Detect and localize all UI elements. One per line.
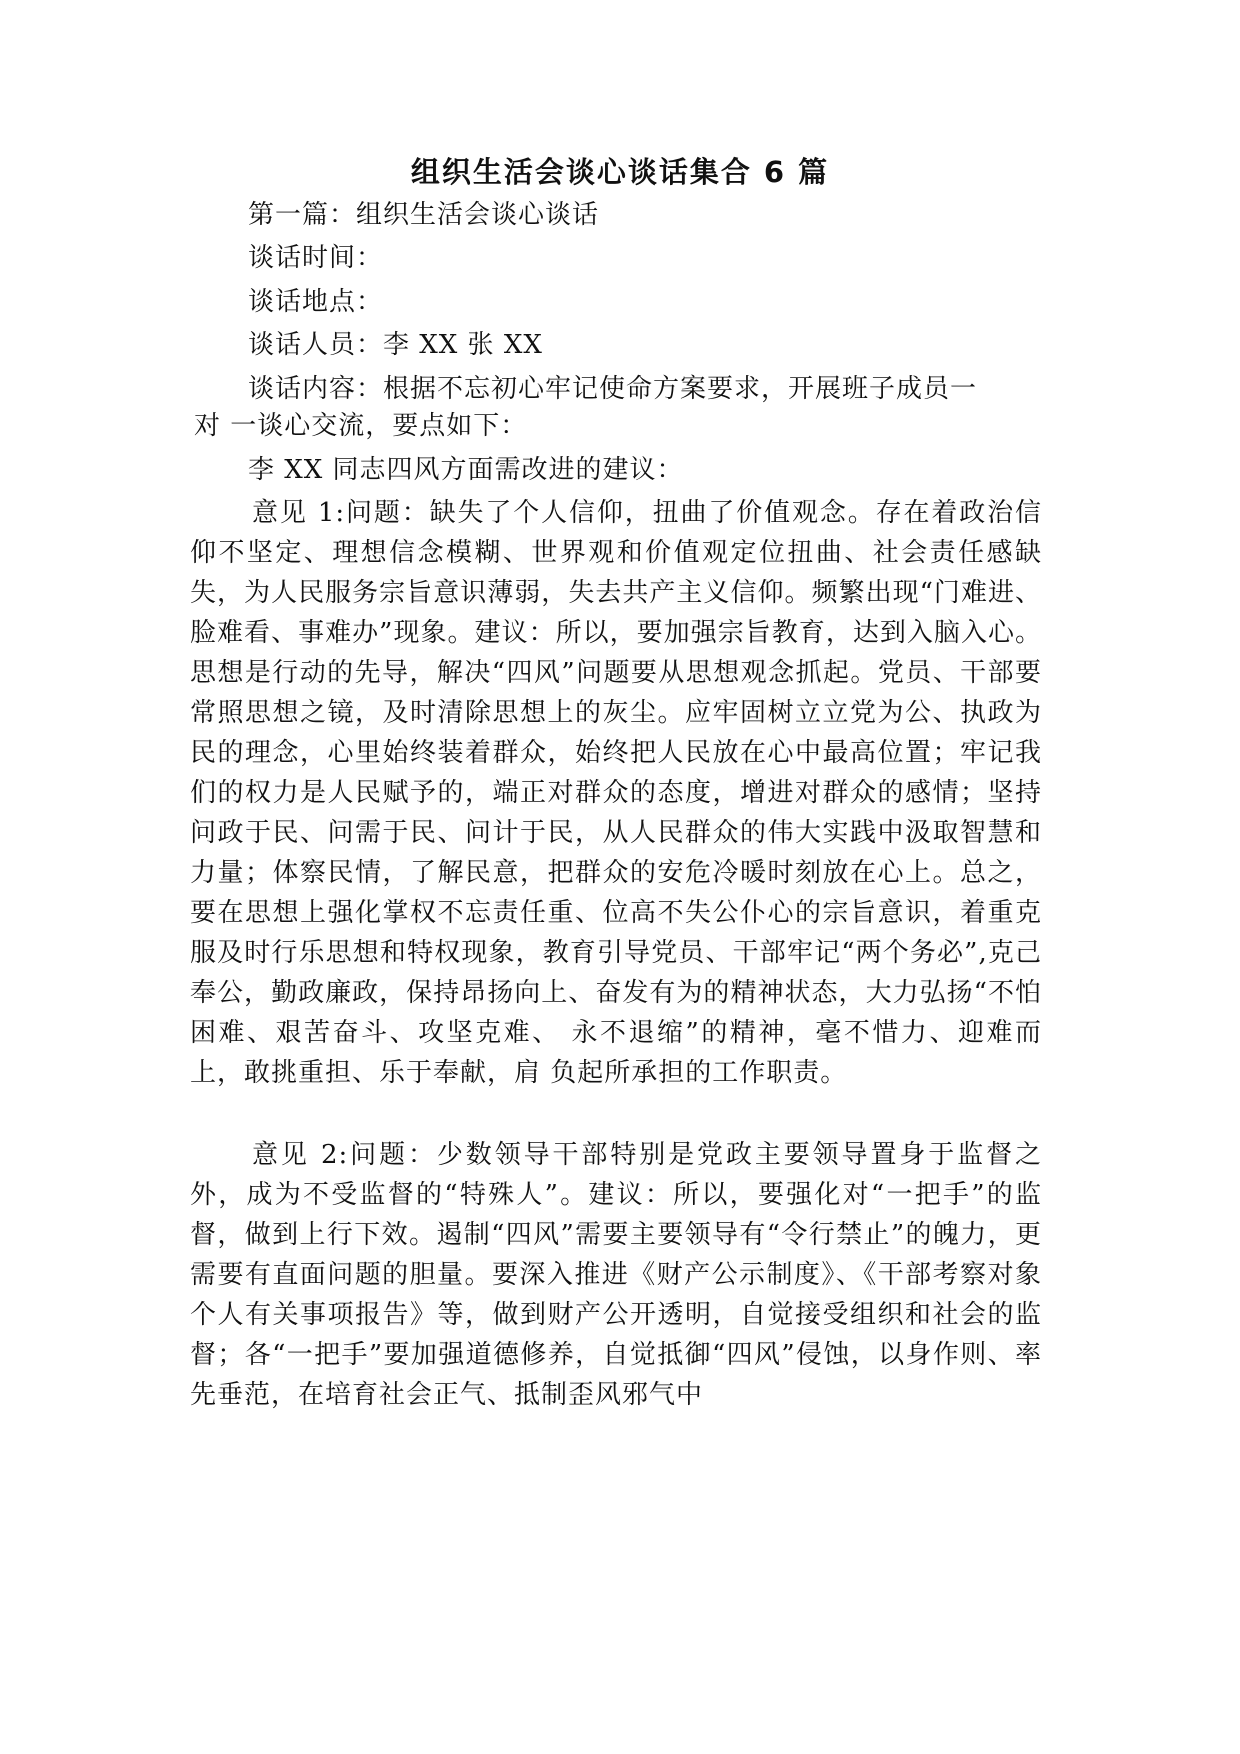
talk-place-label: 谈话地点： bbox=[248, 287, 384, 317]
opinion-2-paragraph: 意见 2:问题：少数领导干部特别是党政主要领导置身于监督之外，成为不受监督的“特殊人”。建议：所以，要强化对“一把手”的监督，做到上行下效。遏制“四风”需要主要领导有“令行禁止”的魄力，更需要有直面问题的胆量。要深入推进《财产公示制度》、《干部考察对象个人有关事项报告》等，做到财产公开透明，自觉接受组织和社会的监督；各“一把手”要加强道德修养，自觉抵御“四风”侵蚀，以身作则、率先垂范，在培育社会正气、抵制歪风邪气中 bbox=[190, 1140, 1042, 1410]
suggestion-intro: 李 XX 同志四风方面需改进的建议： bbox=[248, 455, 684, 485]
talk-time-label: 谈话时间： bbox=[248, 243, 384, 273]
talk-people-line: 谈话人员：李 XX 张 XX bbox=[248, 330, 543, 360]
opinion-1-paragraph: 意见 1:问题：缺失了个人信仰，扭曲了价值观念。存在着政治信仰不坚定、理想信念模糊、世界观和价值观定位扭曲、社会责任感缺失，为人民服务宗旨意识薄弱，失去共产主义信仰。频繁出现“门难进、脸难看、事难办”现象。建议：所以，要加强宗旨教育，达到入脑入心。思想是行动的先导，解决“四风”问题要从思想观念抓起。党员、干部要常照思想之镜，及时清除思想上的灰尘。应牢固树立立党为公、执政为民的理念，心里始终装着群众，始终把人民放在心中最高位置；牢记我们的权力是人民赋予的，端正对群众的态度，增进对群众的感情；坚持问政于民、问需于民、问计于民，从人民群众的伟大实践中汲取智慧和力量；体察民情，了解民意，把群众的安危冷暖时刻放在心上。总之，要在思想上强化掌权不忘责任重、位高不失公仆心的宗旨意识，着重克服及时行乐思想和特权现象，教育引导党员、干部牢记“两个务必”,克己奉公，勤政廉政，保持昂扬向上、奋发有为的精神状态，大力弘扬“不怕困难、艰苦奋斗、攻坚克难、 永不退缩”的精神，毫不惜力、迎难而上，敢挑重担、乐于奉献，肩 负起所承担的工作职责。 bbox=[190, 498, 1042, 1088]
section-heading: 第一篇：组织生活会谈心谈话 bbox=[248, 200, 600, 230]
document-title: 组织生活会谈心谈话集合 6 篇 bbox=[410, 155, 830, 189]
talk-content-line-1: 谈话内容：根据不忘初心牢记使命方案要求，开展班子成员一 bbox=[248, 374, 978, 404]
talk-content-line-2: 对 一谈心交流，要点如下： bbox=[194, 411, 528, 441]
